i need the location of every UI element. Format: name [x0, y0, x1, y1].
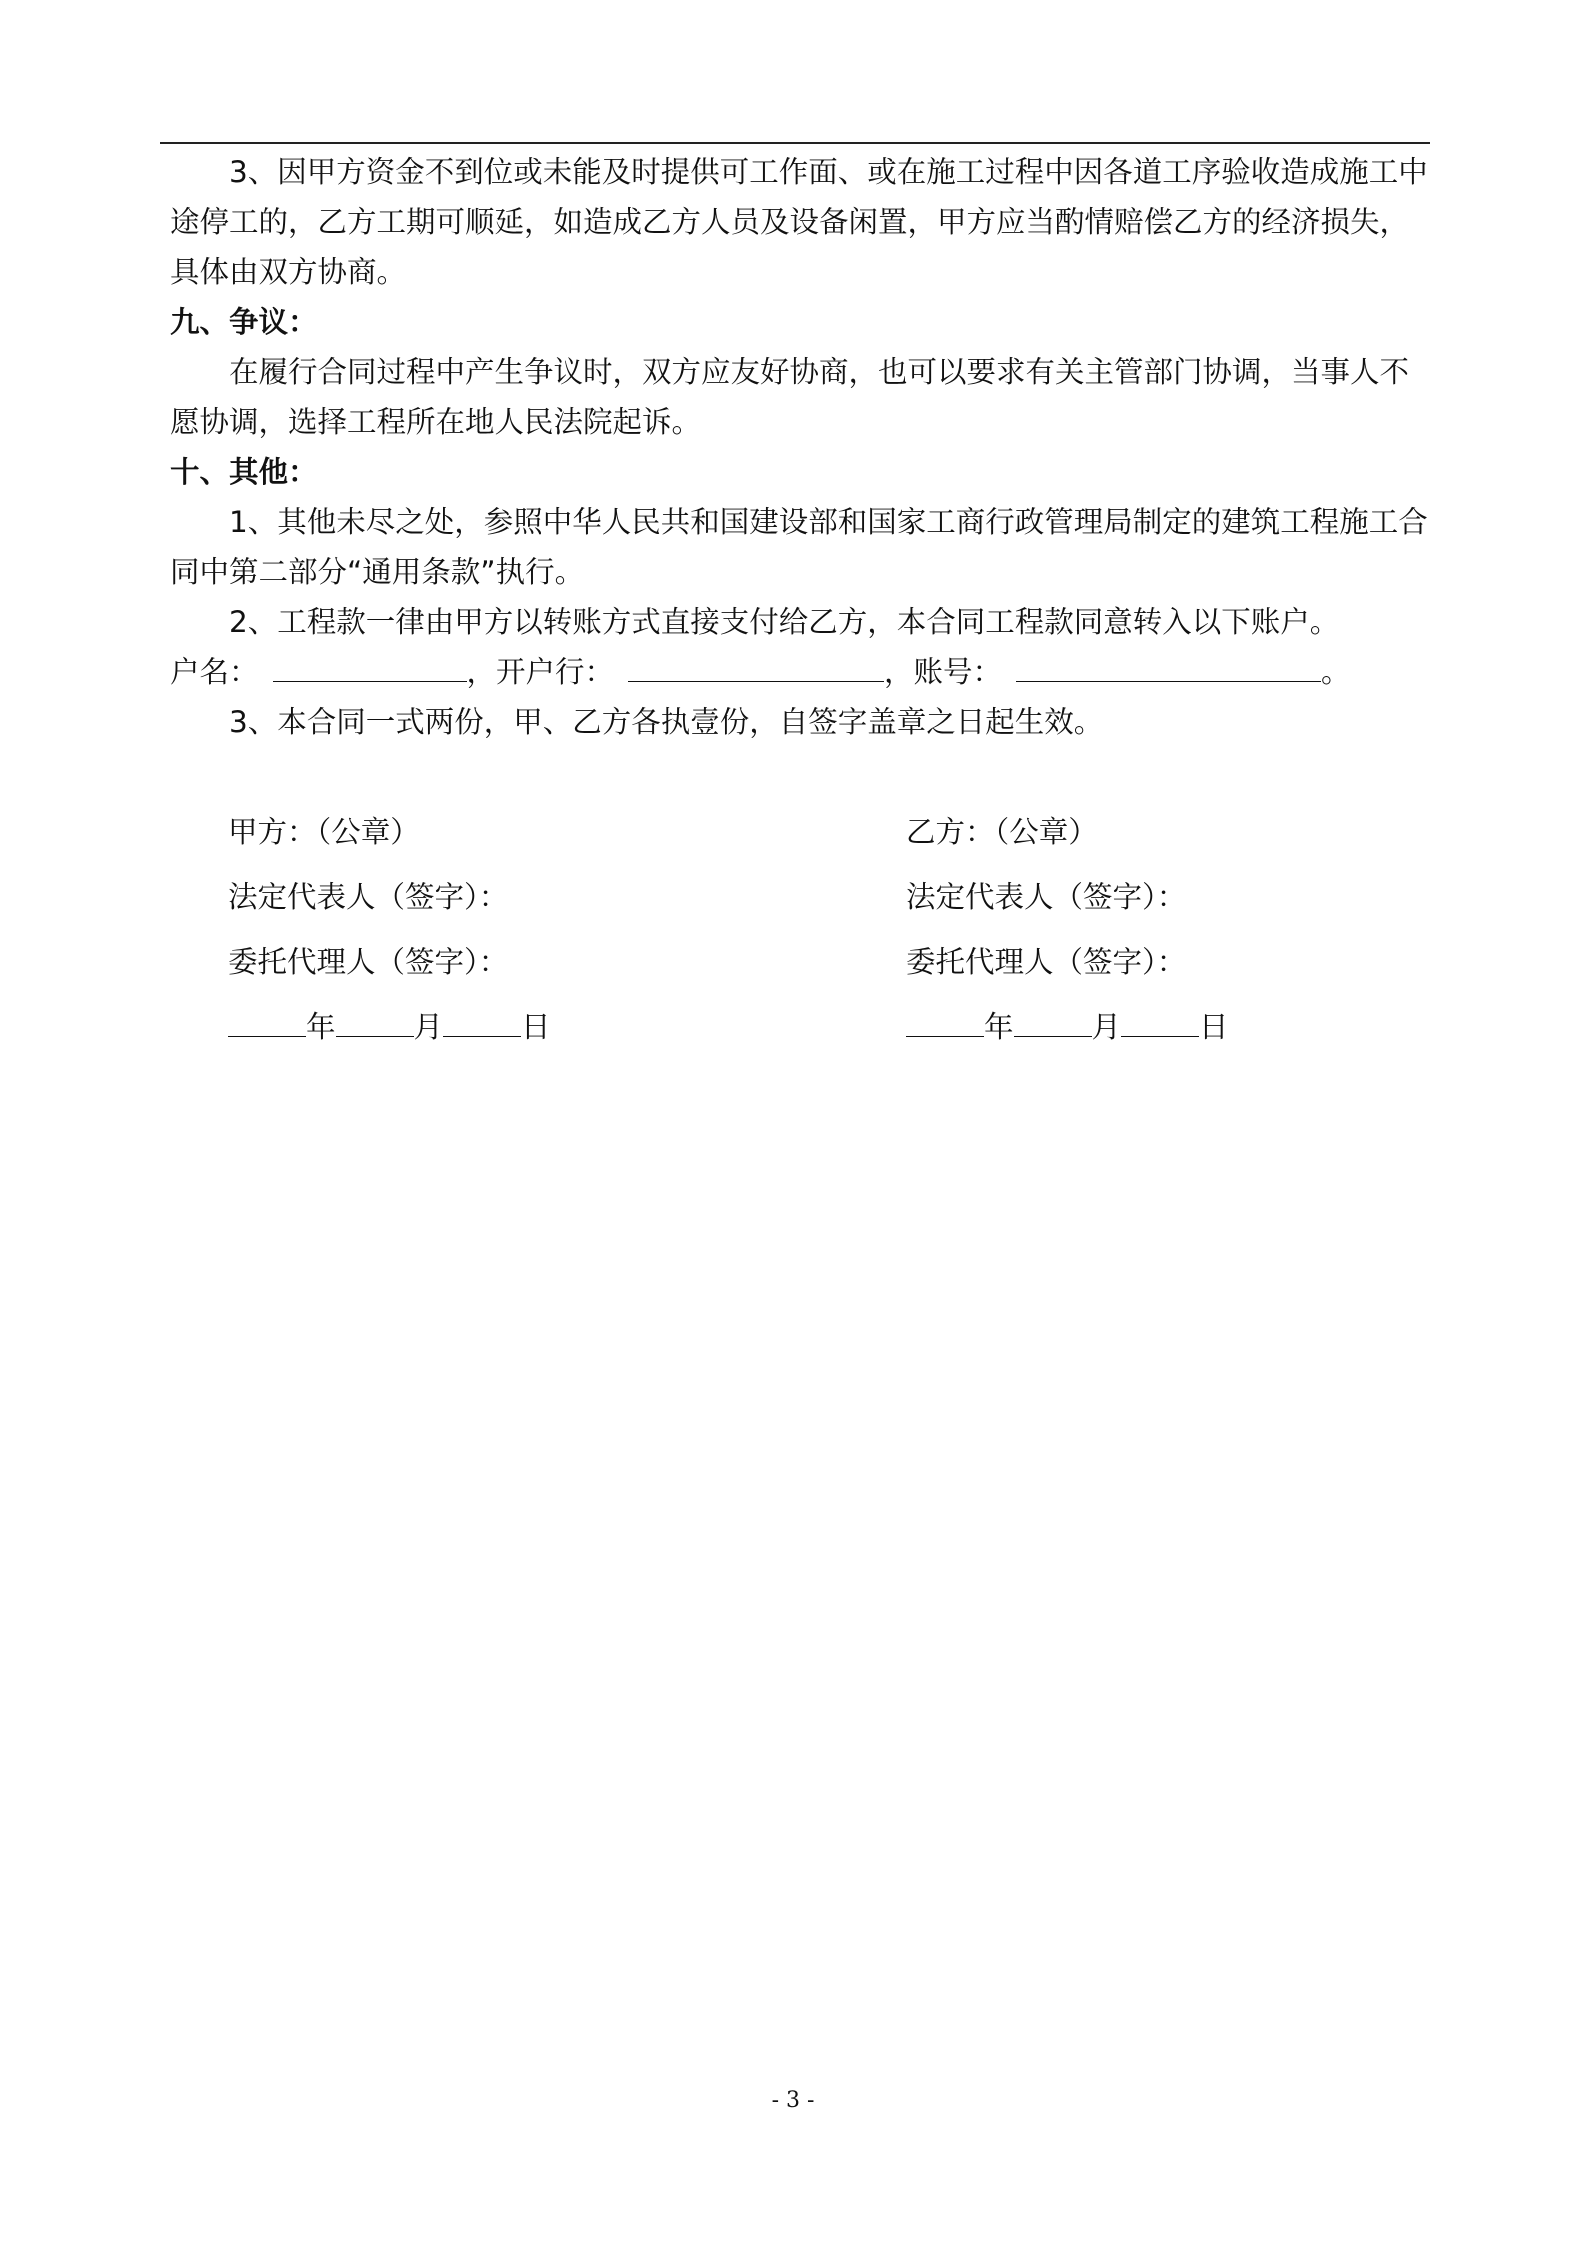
party-b-signature	[906, 800, 1229, 1060]
section-9-heading: 九、争议：	[170, 305, 318, 339]
account-line	[170, 647, 1430, 697]
party-a-month-blank[interactable]	[336, 1008, 414, 1037]
party-a-date	[228, 995, 551, 1060]
party-a-month-label: 月	[413, 1010, 444, 1044]
clause-8-item-3: 3、因甲方资金不到位或未能及时提供可工作面、或在施工过程中因各道工序验收造成施工中途停工的，乙方工期可顺延，如造成乙方人员及设备闲置，甲方应当酌情赔偿乙方的经济损失，具体由双方协商。	[170, 155, 1428, 289]
bank-label: ，开户行：	[466, 655, 615, 689]
section-9-text: 在履行合同过程中产生争议时，双方应友好协商，也可以要求有关主管部门协调，当事人不愿协调，选择工程所在地人民法院起诉。	[170, 355, 1410, 439]
party-b-label: 乙方：（公章）	[906, 815, 1098, 849]
party-b-legal-rep: 法定代表人（签字）：	[906, 880, 1187, 914]
account-number-blank[interactable]	[1016, 653, 1321, 682]
party-a-legal-rep: 法定代表人（签字）：	[228, 880, 509, 914]
party-b-agent: 委托代理人（签字）：	[906, 945, 1187, 979]
contract-body	[170, 147, 1430, 747]
party-a-label: 甲方：（公章）	[228, 815, 420, 849]
party-a-day-blank[interactable]	[443, 1008, 521, 1037]
party-b-date	[906, 995, 1229, 1060]
section-10-heading: 十、其他：	[170, 455, 318, 489]
party-b-year-blank[interactable]	[906, 1008, 984, 1037]
account-number-label: ，账号：	[884, 655, 1003, 689]
account-line-end: 。	[1321, 655, 1351, 689]
party-a-day-label: 日	[521, 1010, 551, 1044]
party-b-year-label: 年	[984, 1010, 1014, 1044]
account-name-label: 户名：	[170, 655, 259, 689]
party-a-agent: 委托代理人（签字）：	[228, 945, 509, 979]
party-b-day-blank[interactable]	[1121, 1008, 1199, 1037]
party-a-year-blank[interactable]	[228, 1008, 306, 1037]
section-10-item-1: 1、其他未尽之处，参照中华人民共和国建设部和国家工商行政管理局制定的建筑工程施工合同中第二部分“通用条款”执行。	[170, 505, 1428, 589]
page-number: - 3 -	[771, 2088, 815, 2113]
party-b-month-label: 月	[1091, 1010, 1122, 1044]
bank-blank[interactable]	[628, 653, 884, 682]
section-10-item-3: 3、本合同一式两份，甲、乙方各执壹份，自签字盖章之日起生效。	[229, 705, 1104, 739]
party-a-year-label: 年	[306, 1010, 336, 1044]
party-a-signature	[228, 800, 551, 1060]
account-name-blank[interactable]	[273, 653, 467, 682]
header-rule	[160, 142, 1430, 144]
party-b-day-label: 日	[1199, 1010, 1229, 1044]
section-10-item-2: 2、工程款一律由甲方以转账方式直接支付给乙方，本合同工程款同意转入以下账户。	[229, 605, 1340, 639]
party-b-month-blank[interactable]	[1014, 1008, 1092, 1037]
